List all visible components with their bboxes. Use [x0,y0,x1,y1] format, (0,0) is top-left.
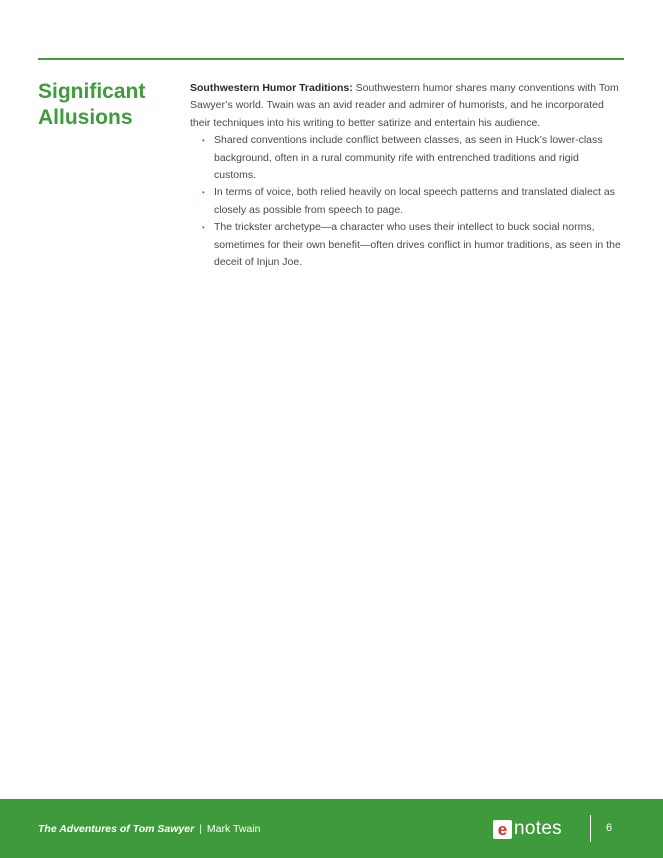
author-name: Mark Twain [206,823,261,835]
bullet-text: Shared conventions include conflict between classes, as seen in Huck’s lower-class background, often in a rural community rife with entrenched traditions and rigid customs. [214,134,603,182]
book-title: The Adventures of Tom Sawyer [38,823,195,835]
section-title: Significant Allusions [38,80,146,129]
list-item [202,132,622,184]
list-item [202,184,622,219]
list-item [202,219,622,271]
logo-wordmark: notes [514,818,562,839]
footer-separator: | [199,823,202,835]
footer-divider [590,815,591,842]
bullet-icon: • [202,188,205,198]
footer-book-info [38,823,260,835]
enotes-logo[interactable] [493,818,562,840]
intro-text: Southwestern humor shares many conventions with Tom Sawyer’s world. Twain was an avid reader and admirer of humorists, and he incorporated their techniques into his writing to better satirize and entertain his audience. [190,82,619,129]
bullet-list [190,132,622,271]
bullet-icon: • [202,223,205,233]
logo-e-icon: e [493,820,512,839]
page-footer [0,799,663,858]
bullet-text: In terms of voice, both relied heavily on local speech patterns and translated dialect as closely as possible from speech to page. [214,186,615,216]
bullet-text: The trickster archetype—a character who uses their intellect to buck social norms, sometimes for their own benefit—often drives conflict in humor traditions, as seen in the deceit of Injun Joe. [214,221,621,269]
content-block [190,80,622,271]
term-heading: Southwestern Humor Traditions: [190,82,353,94]
top-divider [38,58,624,60]
page-number: 6 [606,822,613,834]
bullet-icon: • [202,136,205,146]
intro-paragraph [190,80,622,132]
